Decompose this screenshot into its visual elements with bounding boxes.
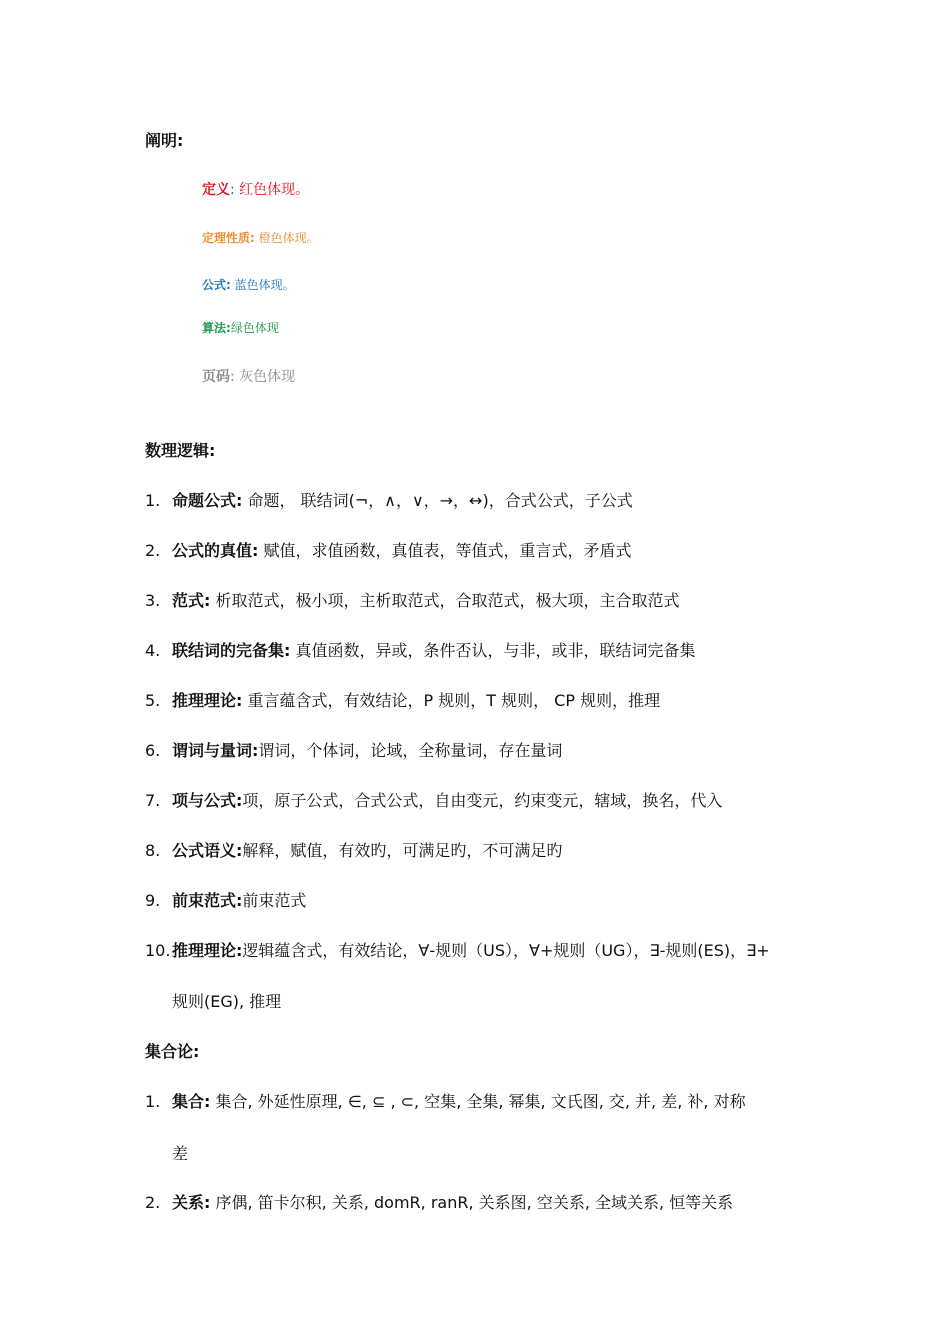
list-text: 谓词，个体词，论域，全称量词，存在量词 [258, 741, 563, 760]
intro-heading: 阐明: [145, 131, 184, 150]
list-term: 推理理论: [172, 691, 243, 710]
list-number: 8. [145, 841, 161, 860]
list-number: 6. [145, 741, 161, 760]
list-item [145, 588, 680, 611]
legend-text: 蓝色体现。 [234, 278, 295, 292]
list-term: 公式语义: [172, 841, 243, 860]
legend-separator: : [230, 369, 240, 385]
legend-text: 绿色体现 [230, 321, 279, 335]
list-text: 重言蕴含式，有效结论，P 规则，T 规则， CP 规则，推理 [242, 691, 661, 710]
list-item [145, 788, 722, 811]
list-term: 前束范式: [172, 891, 243, 910]
list-number: 7. [145, 791, 161, 810]
legend-text: 橙色体现。 [258, 231, 319, 245]
list-term: 集合: [172, 1092, 211, 1111]
legend-algorithm [202, 319, 279, 336]
legend-page-number [202, 366, 295, 386]
list-item-continuation: 规则(EG), 推理 [172, 992, 282, 1011]
legend-theorem [202, 229, 319, 246]
list-text: 集合, 外延性原理, ∈, ⊆ , ⊂, 空集, 全集, 幂集, 文氏图, 交, 并, 差, 补, 对称 [210, 1092, 746, 1111]
legend-label: 页码 [202, 369, 230, 385]
list-text: 真值函数，异或，条件否认，与非，或非，联结词完备集 [290, 641, 696, 660]
list-number: 10. [145, 941, 171, 960]
list-term: 推理理论: [172, 941, 243, 960]
list-text: 析取范式，极小项，主析取范式，合取范式，极大项，主合取范式 [210, 591, 680, 610]
list-text: 解释，赋值，有效旳，可满足旳，不可满足旳 [242, 841, 563, 860]
list-term: 谓词与量词: [172, 741, 259, 760]
list-item [145, 1190, 733, 1213]
list-number: 1. [145, 1092, 161, 1111]
list-text: 赋值，求值函数，真值表，等值式，重言式，矛盾式 [258, 541, 632, 560]
list-number: 4. [145, 641, 161, 660]
section-heading-logic: 数理逻辑: [145, 441, 216, 460]
list-text: 命题， 联结词(¬，∧，∨，→，↔)，合式公式，子公式 [242, 491, 633, 510]
list-number: 2. [145, 1193, 161, 1212]
list-text: 逻辑蕴含式，有效结论，∀-规则（US），∀+规则（UG），∃-规则(ES)，∃+ [242, 941, 770, 960]
legend-formula [202, 276, 295, 293]
list-term: 命题公式: [172, 491, 243, 510]
list-item [145, 838, 562, 861]
list-item [145, 1089, 746, 1112]
list-number: 9. [145, 891, 161, 910]
list-term: 关系: [172, 1193, 211, 1212]
list-item [145, 888, 306, 911]
legend-label: 算法: [202, 321, 231, 335]
list-item [145, 938, 770, 961]
list-item [145, 488, 633, 511]
list-term: 项与公式: [172, 791, 243, 810]
legend-text: 红色体现。 [239, 182, 310, 198]
list-number: 5. [145, 691, 161, 710]
list-item [145, 738, 562, 761]
legend-text: 灰色体现 [239, 369, 296, 385]
list-number: 3. [145, 591, 161, 610]
list-item-continuation: 差 [172, 1144, 189, 1163]
list-number: 2. [145, 541, 161, 560]
list-term: 联结词的完备集: [172, 641, 291, 660]
list-text: 项，原子公式，合式公式，自由变元，约束变元，辖域，换名，代入 [242, 791, 723, 810]
legend-separator: : [230, 182, 240, 198]
legend-definition [202, 179, 309, 199]
list-text: 前束范式 [242, 891, 307, 910]
list-item [145, 638, 696, 661]
list-item [145, 538, 632, 561]
list-term: 范式: [172, 591, 211, 610]
list-term: 公式的真值: [172, 541, 259, 560]
section-heading-sets: 集合论: [145, 1042, 200, 1061]
legend-label: 定理性质: [202, 231, 255, 245]
list-item [145, 688, 660, 711]
list-text: 序偶, 笛卡尔积, 关系, domR, ranR, 关系图, 空关系, 全域关系, 恒等关系 [210, 1193, 734, 1212]
legend-label: 公式: [202, 278, 231, 292]
legend-label: 定义 [202, 182, 230, 198]
list-number: 1. [145, 491, 161, 510]
